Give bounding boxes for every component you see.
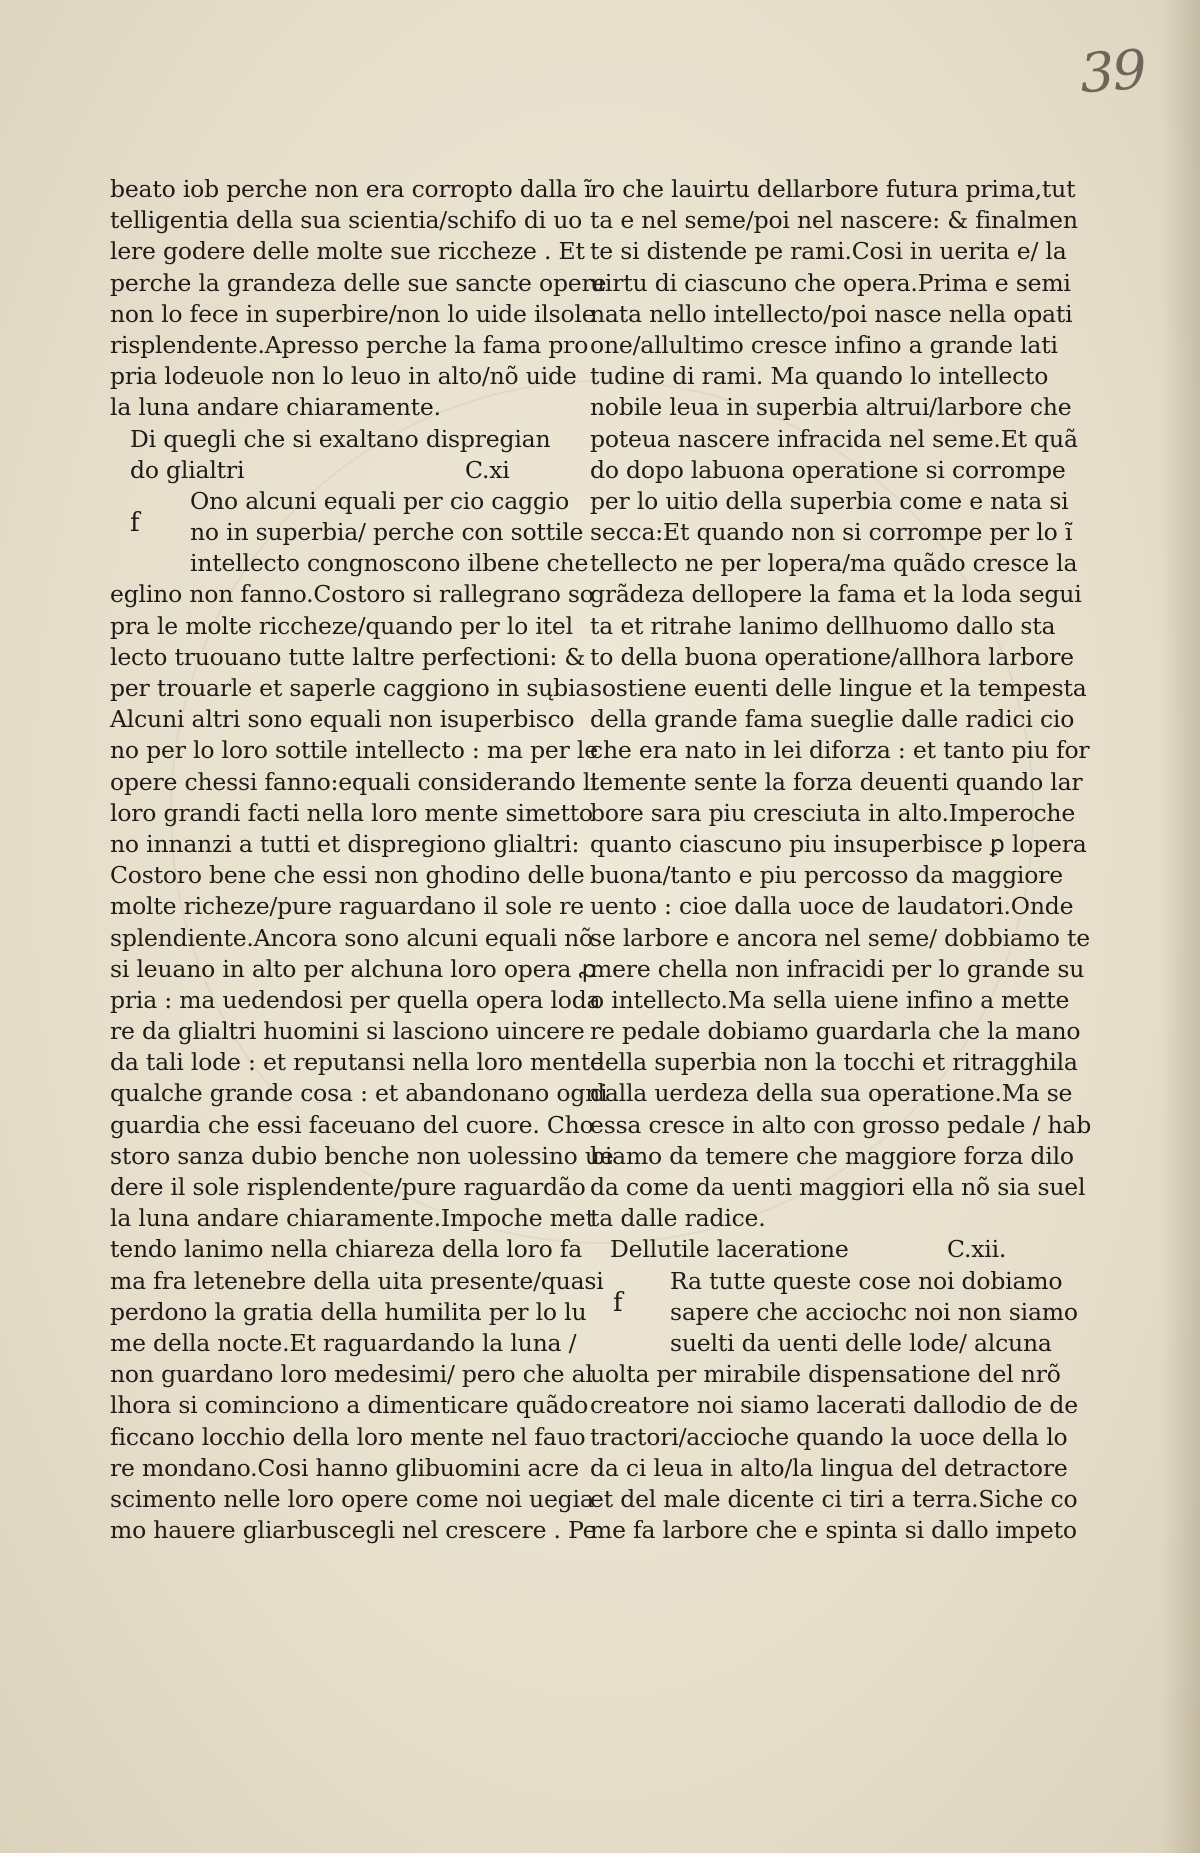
text-line: lhora si cominciono a dimenticare quãdo	[110, 1391, 589, 1420]
text-line: me della nocte.Et raguardando la luna /	[110, 1328, 577, 1357]
text-line: risplendente.Apresso perche la fama pro	[110, 330, 589, 359]
initial-letter-right: f	[613, 1287, 623, 1318]
text-line: te si distende pe rami.Cosi in uerita e/ la	[590, 237, 1067, 266]
text-line: della superbia non la tocchi et ritragghila	[590, 1048, 1078, 1077]
text-line: non guardano loro medesimi/ pero che al	[110, 1360, 593, 1389]
text-line: creatore noi siamo lacerati dallodio de de	[590, 1391, 1078, 1420]
text-line: per lo uitio della superbia come e nata si	[590, 486, 1069, 515]
right-paragraph-2	[590, 1359, 1078, 1546]
chapter-heading-xii	[590, 1234, 1030, 1265]
text-line: ficcano locchio della loro mente nel fauo	[110, 1422, 586, 1451]
text-line: mo hauere gliarbuscegli nel crescere . Pe	[110, 1516, 597, 1545]
right-initial-lines	[590, 1266, 1078, 1360]
text-line: ta dalle radice.	[590, 1204, 766, 1233]
text-line: della grande fama sueglie dalle radici cio	[590, 705, 1075, 734]
text-line: buona/tanto e piu percosso da maggiore	[590, 861, 1063, 890]
text-line: secca:Et quando non si corrompe per lo ĩ	[590, 518, 1073, 547]
text-line: lere godere delle molte sue riccheze . Et	[110, 237, 585, 266]
text-line: perdono la gratia della humilita per lo lu	[110, 1297, 587, 1326]
text-line: da ci leua in alto/la lingua del detractore	[590, 1453, 1068, 1482]
text-line: scimento nelle loro opere come noi uegia	[110, 1484, 594, 1513]
chapter-number-xi: C.xi	[465, 455, 510, 484]
text-line: o intellecto.Ma sella uiene infino a mette	[590, 985, 1070, 1014]
text-line: da come da uenti maggiori ella nõ sia suel	[590, 1173, 1086, 1201]
text-line: bore sara piu cresciuta in alto.Imperoche	[590, 798, 1076, 827]
text-line: perche la grandeza delle sue sancte opere	[110, 268, 607, 297]
left-text-column	[110, 174, 614, 1546]
left-initial-lines	[110, 486, 589, 580]
text-line: uolta per mirabile dispensatione del nrõ	[590, 1360, 1061, 1389]
text-line: Costoro bene che essi non ghodino delle	[110, 861, 585, 890]
left-paragraph-1	[110, 174, 607, 424]
text-line: dere il sole risplendente/pure raguardão	[110, 1173, 586, 1201]
chapter-number-xii: C.xii.	[947, 1235, 1007, 1264]
text-line: opere chessi fanno:equali considerando li	[110, 767, 598, 796]
text-line: lecto truouano tutte laltre perfectioni: &	[110, 642, 586, 671]
left-paragraph-2	[110, 579, 614, 1546]
text-line: re mondano.Cosi hanno glibuomini acre	[110, 1453, 580, 1482]
text-line: da tali lode : et reputansi nella loro mente	[110, 1048, 604, 1077]
text-line: ma fra letenebre della uita presente/quasi	[110, 1266, 604, 1295]
text-line: Ra tutte queste cose noi dobiamo	[670, 1266, 1063, 1295]
text-line: no per lo loro sottile intellecto : ma per le	[110, 736, 598, 765]
text-line: sapere che acciochc noi non siamo	[670, 1297, 1078, 1326]
text-line: che era nato in lei diforza : et tanto piu for	[590, 736, 1090, 765]
text-line: pria : ma uedendosi per quella opera loda	[110, 985, 601, 1014]
text-line: pria lodeuole non lo leuo in alto/nõ uide	[110, 362, 577, 391]
text-line: loro grandi facti nella loro mente simetto	[110, 798, 593, 827]
text-line: ta et ritrahe lanimo dellhuomo dallo sta	[590, 611, 1056, 640]
text-line: si leuano in alto per alchuna loro opera ꝓ	[110, 954, 597, 983]
text-line: grãdeza dellopere la fama et la loda segui	[590, 580, 1082, 609]
text-line: uento : cioe dalla uoce de laudatori.Onde	[590, 892, 1074, 921]
text-line: dalla uerdeza della sua operatione.Ma se	[590, 1079, 1073, 1108]
text-line: non lo fece in superbire/non lo uide ilsole	[110, 299, 596, 328]
chapter-heading-xi-line2	[110, 455, 550, 486]
chapter-heading-xi-line1: Di quegli che si exaltano dispregian	[130, 424, 551, 453]
text-line: splendiente.Ancora sono alcuni equali nõ	[110, 923, 593, 952]
text-line: temente sente la forza deuenti quando lar	[590, 767, 1083, 796]
text-line: telligentia della sua scientia/schifo di uo	[110, 206, 583, 235]
text-line: uirtu di ciascuno che opera.Prima e semi	[590, 268, 1071, 297]
text-line: molte richeze/pure raguardano il sole re	[110, 892, 584, 921]
chapter-heading-xii-text: Dellutile laceratione	[610, 1235, 849, 1264]
text-line: re pedale dobiamo guardarla che la mano	[590, 1017, 1081, 1046]
text-line: re da glialtri huomini si lasciono uincere	[110, 1017, 585, 1046]
text-line: biamo da temere che maggiore forza dilo	[590, 1141, 1074, 1170]
text-line: tractori/accioche quando la uoce della lo	[590, 1422, 1068, 1451]
text-line: tendo lanimo nella chiareza della loro fa	[110, 1235, 583, 1264]
text-line: tellecto ne per lopera/ma quãdo cresce la	[590, 549, 1078, 578]
text-line: suelti da uenti delle lode/ alcuna	[670, 1328, 1052, 1357]
text-line: guardia che essi faceuano del cuore. Cho	[110, 1110, 594, 1139]
text-line: poteua nascere infracida nel seme.Et quã	[590, 424, 1078, 453]
text-line: Ono alcuni equali per cio caggio	[190, 486, 570, 515]
drop-initial-block-left	[110, 486, 589, 580]
text-line: quanto ciascuno piu insuperbisce ꝑ lopera	[590, 829, 1087, 858]
text-line: to della buona operatione/allhora larbore	[590, 642, 1074, 671]
text-line: se larbore e ancora nel seme/ dobbiamo te	[590, 923, 1090, 952]
text-line: pra le molte riccheze/quando per lo itel	[110, 611, 573, 640]
drop-initial-block-right	[590, 1266, 1078, 1360]
text-line: do dopo labuona operatione si corrompe	[590, 455, 1066, 484]
text-line: no innanzi a tutti et dispregiono glialtri:	[110, 829, 580, 858]
text-line: et del male dicente ci tiri a terra.Siche co	[590, 1484, 1078, 1513]
text-line: one/allultimo cresce infino a grande lati	[590, 330, 1058, 359]
right-text-column	[590, 174, 1092, 1546]
text-line: intellecto congnoscono ilbene che	[190, 549, 589, 578]
text-line: mere chella non infracidi per lo grande su	[590, 954, 1085, 983]
text-line: essa cresce in alto con grosso pedale / hab	[590, 1110, 1092, 1139]
text-line: beato iob perche non era corropto dalla ĩ	[110, 175, 592, 203]
text-line: Alcuni altri sono equali non isuperbisco	[110, 705, 575, 734]
chapter-heading-xi-text: do glialtri	[130, 455, 245, 484]
text-line: nobile leua in superbia altrui/larbore che	[590, 393, 1072, 422]
folio-number: 39	[1077, 37, 1147, 106]
text-line: no in superbia/ perche con sottile	[190, 518, 584, 547]
text-line: la luna andare chiaramente.Impoche met	[110, 1204, 595, 1233]
text-line: sostiene euenti delle lingue et la tempesta	[590, 674, 1087, 702]
text-line: eglino non fanno.Costoro si rallegrano so	[110, 580, 594, 609]
text-line: la luna andare chiaramente.	[110, 393, 441, 422]
text-line: per trouarle et saperle caggiono in sųbia	[110, 674, 590, 702]
text-line: ro che lauirtu dellarbore futura prima,tut	[590, 175, 1076, 203]
initial-letter-left: f	[130, 507, 140, 538]
text-line: tudine di rami. Ma quando lo intellecto	[590, 362, 1049, 391]
text-line: storo sanza dubio benche non uolessino ue	[110, 1141, 614, 1170]
text-line: me fa larbore che e spinta si dallo impeto	[590, 1516, 1077, 1545]
text-line: ta e nel seme/poi nel nascere: & finalmen	[590, 206, 1078, 235]
page-edge-shadow	[1160, 0, 1200, 1853]
right-paragraph-1	[590, 174, 1092, 1234]
text-line: nata nello intellecto/poi nasce nella opati	[590, 299, 1073, 328]
text-line: qualche grande cosa : et abandonano ogni	[110, 1079, 608, 1108]
